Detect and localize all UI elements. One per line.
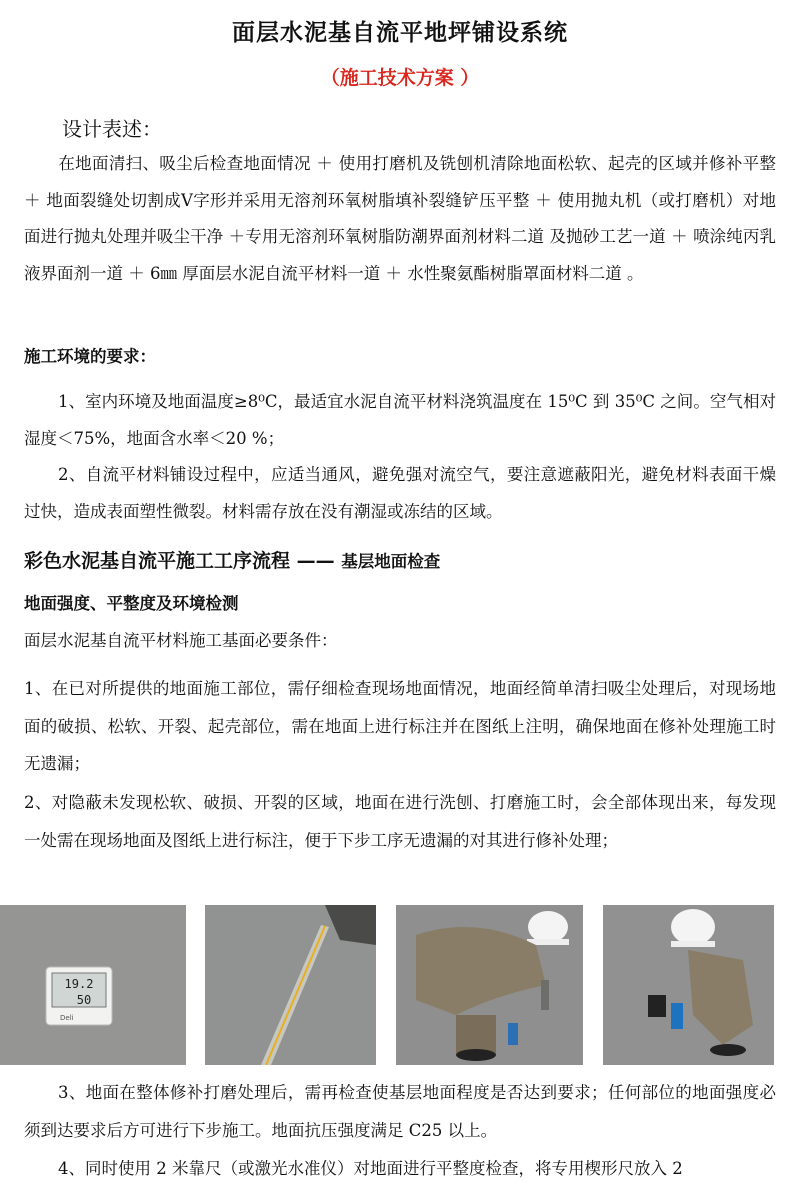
env-heading: 施工环境的要求： bbox=[24, 347, 156, 366]
env-item-text: 2、自流平材料铺设过程中，应适当通风，避免强对流空气，要注意遮蔽阳光，避免材料表面干燥过快，造成表面塑性微裂。材料需存放在没有潮湿或冻结的区域。 bbox=[24, 465, 776, 521]
condition-item-text: 1、在已对所提供的地面施工部位，需仔细检查现场地面情况，地面经简单清扫吸尘处理后，对现场地面的破损、松软、开裂、起壳部位，需在地面上进行标注并在图纸上注明，确保地面在修补处理施工时无遗漏； bbox=[24, 679, 776, 773]
photo-worker-test bbox=[396, 905, 583, 1065]
after-item-4 bbox=[24, 1150, 776, 1188]
env-item-text: 1、室内环境及地面温度≥8⁰C，最适宜水泥自流平材料浇筑温度在 15⁰C 到 35⁰C 之间。空气相对湿度＜75%，地面含水率＜20 %； bbox=[24, 392, 776, 448]
after-item-text: 3、地面在整体修补打磨处理后，需再检查使基层地面程度是否达到要求；任何部位的地面强度必须到达要求后方可进行下步施工。地面抗压强度满足 C25 以上。 bbox=[24, 1083, 776, 1140]
design-paragraph bbox=[24, 146, 776, 292]
design-heading: 设计表述： bbox=[62, 117, 162, 141]
condition-heading: 面层水泥基自流平材料施工基面必要条件： bbox=[24, 631, 338, 650]
inspect-heading: 地面强度、平整度及环境检测 bbox=[24, 594, 239, 613]
photo-level-ruler bbox=[205, 905, 376, 1065]
hygrometer-brand: Deli bbox=[60, 1014, 74, 1022]
hygrometer-reading-2: 50 bbox=[76, 993, 92, 1007]
env-item-1 bbox=[24, 384, 776, 457]
after-item-text: 4、同时使用 2 米靠尺（或激光水准仪）对地面进行平整度检查，将专用楔形尺放入 2 bbox=[58, 1159, 683, 1178]
page-title: 面层水泥基自流平地坪铺设系统 bbox=[232, 20, 568, 46]
process-heading-text: 彩色水泥基自流平施工工序流程 —— bbox=[24, 550, 335, 572]
condition-item-text: 2、对隐蔽未发现松软、破损、开裂的区域，地面在进行洗刨、打磨施工时，会全部体现出来，每发现一处需在现场地面及图纸上进行标注，便于下步工序无遗漏的对其进行修补处理； bbox=[24, 793, 776, 850]
hygrometer-reading-1: 19.2 bbox=[64, 977, 94, 991]
condition-item-2 bbox=[24, 784, 776, 859]
after-item-3 bbox=[24, 1074, 776, 1149]
condition-item-1 bbox=[24, 670, 776, 783]
process-subheading: 基层地面检查 bbox=[341, 552, 441, 571]
env-item-2 bbox=[24, 457, 776, 530]
photo-hygrometer bbox=[0, 905, 186, 1065]
process-heading bbox=[24, 546, 440, 573]
page-subtitle: （施工技术方案 ） bbox=[320, 67, 480, 89]
photo-worker-meter bbox=[603, 905, 774, 1065]
design-text: 在地面清扫、吸尘后检查地面情况 ＋ 使用打磨机及铣刨机清除地面松软、起壳的区域并修补平整 ＋ 地面裂缝处切割成V字形并采用无溶剂环氧树脂填补裂缝铲压平整 ＋ 使用抛丸机（或打磨机）对地面进行抛丸处理并吸尘干净 ＋专用无溶剂环氧树脂防潮界面剂材料二道 及抛砂工艺一道 ＋ 喷涂纯丙乳液界面剂一道 ＋ 6㎜ 厚面层水泥自流平材料一道 ＋ 水性聚氨酯树脂罩面材料二道 。 bbox=[24, 154, 776, 283]
